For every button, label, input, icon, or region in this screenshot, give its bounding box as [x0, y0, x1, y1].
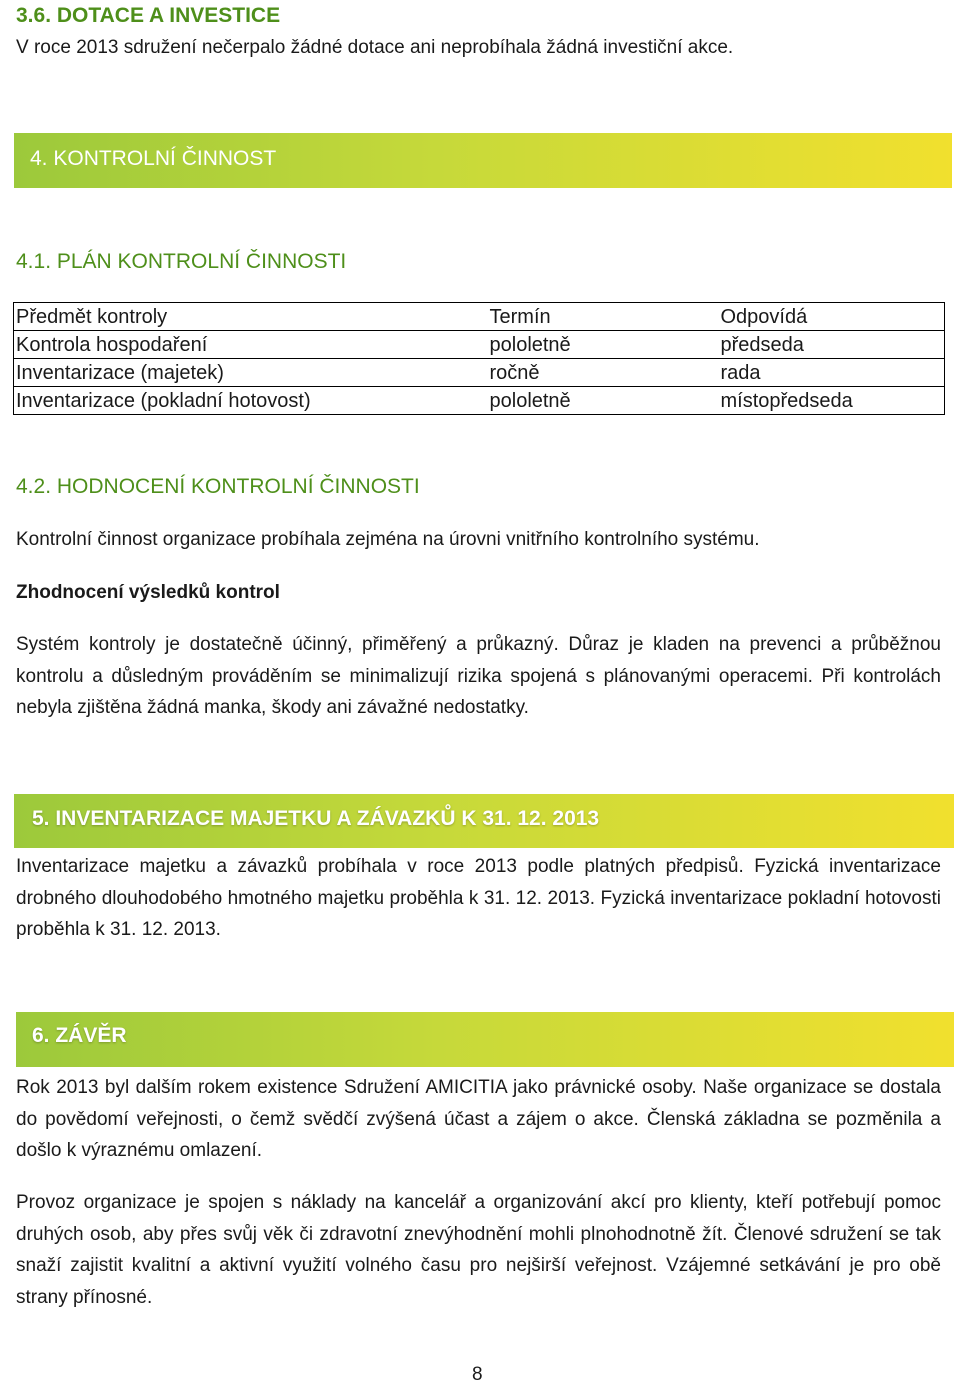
table-row: [14, 387, 945, 415]
table-row: [14, 359, 945, 387]
table-cell: místopředseda: [719, 387, 945, 415]
results-heading: Zhodnocení výsledků kontrol: [16, 582, 280, 603]
table-cell: pololetně: [488, 387, 719, 415]
section-6-title: 6. ZÁVĚR: [32, 1024, 127, 1047]
results-text: Systém kontroly je dostatečně účinný, přiměřený a průkazný. Důraz je kladen na prevenci a průběžnou kontrolu a důsledným prováděním se minimalizují rizika spojená s plánovanými operacemi. Při kontrolách nebyla zjištěna žádná manka, škody ani závažné nedostatky.: [16, 634, 941, 718]
page-number: 8: [472, 1364, 483, 1385]
conclusion-paragraph-1: Rok 2013 byl dalším rokem existence Sdružení AMICITIA jako právnické osoby. Naše organizace se dostala do povědomí veřejnosti, o čemž svědčí zvýšená účast a zájem o akce. Členská základna se pozměnila a došlo k výraznému omlazení.: [16, 1077, 941, 1161]
header-cell-term: Termín: [488, 303, 719, 331]
table-row: [14, 331, 945, 359]
section-4-band: [14, 133, 952, 188]
header-cell-subject: Předmět kontroly: [14, 303, 488, 331]
section-heading-4-1: 4.1. PLÁN KONTROLNÍ ČINNOSTI: [16, 250, 347, 273]
conclusion-paragraph-2: Provoz organizace je spojen s náklady na kancelář a organizování akcí pro klienty, kteří potřebují pomoc druhých osob, aby přes svůj věk či zdravotní znevýhodnění mohli plnohodnotně žít. Členové sdružení se tak snaží zajistit kvalitní a aktivní využití volného času pro nejširší veřejnost. Vzájemné setkávání je pro obě strany přínosné.: [16, 1192, 941, 1308]
table-cell: Kontrola hospodaření: [14, 331, 488, 359]
section-4-2-intro: Kontrolní činnost organizace probíhala zejména na úrovni vnitřního kontrolního systému.: [16, 529, 760, 550]
control-plan-table: [13, 302, 945, 415]
header-cell-responsible: Odpovídá: [719, 303, 945, 331]
table-cell: pololetně: [488, 331, 719, 359]
section-heading-3-6: 3.6. DOTACE A INVESTICE: [16, 4, 281, 27]
table-cell: ročně: [488, 359, 719, 387]
table-cell: Inventarizace (pokladní hotovost): [14, 387, 488, 415]
section-3-6-text: V roce 2013 sdružení nečerpalo žádné dotace ani neprobíhala žádná investiční akce.: [16, 37, 734, 58]
table-cell: rada: [719, 359, 945, 387]
section-5-text: Inventarizace majetku a závazků probíhala v roce 2013 podle platných předpisů. Fyzická inventarizace drobného dlouhodobého hmotného majetku proběhla k 31. 12. 2013. Fyzická inventarizace pokladní hotovosti proběhla k 31. 12. 2013.: [16, 856, 941, 940]
section-4-title: 4. KONTROLNÍ ČINNOST: [30, 147, 277, 170]
table-cell: předseda: [719, 331, 945, 359]
table-header-row: [14, 303, 945, 331]
table-cell: Inventarizace (majetek): [14, 359, 488, 387]
section-5-band: [14, 794, 954, 848]
control-plan-table-wrapper: [13, 302, 945, 415]
section-6-band: [16, 1012, 954, 1067]
section-5-title: 5. INVENTARIZACE MAJETKU A ZÁVAZKŮ K 31. 12. 2013: [32, 807, 600, 830]
section-heading-4-2: 4.2. HODNOCENÍ KONTROLNÍ ČINNOSTI: [16, 475, 420, 498]
